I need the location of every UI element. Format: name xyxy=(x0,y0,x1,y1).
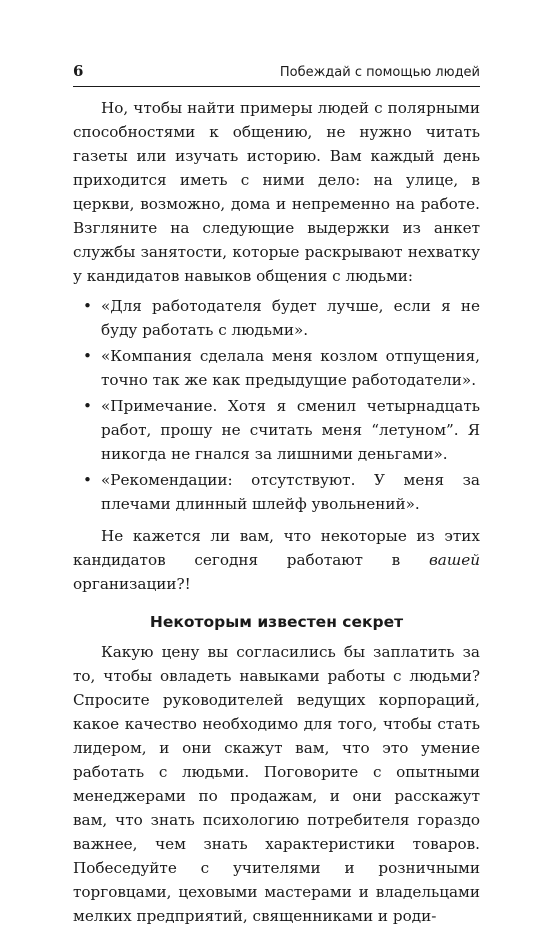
question-text-end: организации?! xyxy=(73,575,191,593)
quote-list xyxy=(73,294,480,516)
list-item: • «Примечание. Хотя я сменил четырнадцать работ, прошу не считать меня “летуном”. Я никогда не гнался за лишними деньгами». xyxy=(73,394,480,466)
list-item: • «Компания сделала меня козлом отпущения, точно так же как предыдущие работодатели». xyxy=(73,344,480,392)
list-item: • «Для работодателя будет лучше, если я не буду работать с людьми». xyxy=(73,294,480,342)
emphasis-word: вашей xyxy=(428,551,480,569)
paragraph-intro: Но, чтобы найти примеры людей с полярными способностями к общению, не нужно читать газеты или изучать историю. Вам каждый день приходится иметь с ними дело: на улице, в церкви, возможно, дома и непременно на работе. Взгляните на следующие выдержки из анкет службы занятости, которые раскрывают нехватку у кандидатов навыков общения с людьми: xyxy=(73,99,480,285)
page-body xyxy=(73,96,480,928)
question-text-start: Не кажется ли вам, что некоторые из этих кандидатов сегодня работают в xyxy=(73,527,480,569)
header-rule xyxy=(73,86,480,87)
page-number: 6 xyxy=(73,62,84,80)
paragraph-section-body: Какую цену вы согласились бы заплатить за то, чтобы овладеть навыками работы с людьми? Спросите руководителей ведущих корпораций, какое качество необходимо для того, чтобы стать лидером, и они скажут вам, что это умение работать с людьми. Поговорите с опытными менеджерами по продажам, и они расскажут вам, что знать психологию потребителя гораздо важнее, чем знать характеристики товаров. Побеседуйте с учителями и розничными торговцами, цеховыми мастерами и владельцами мелких предприятий, священниками и роди- xyxy=(73,643,480,925)
running-header xyxy=(73,62,480,80)
section-heading: Некоторым известен секрет xyxy=(149,613,404,631)
list-item: • «Рекомендации: отсутствуют. У меня за плечами длинный шлейф увольнений». xyxy=(73,468,480,516)
paragraph-question xyxy=(73,524,480,596)
running-title: Побеждай с помощью людей xyxy=(279,65,480,80)
